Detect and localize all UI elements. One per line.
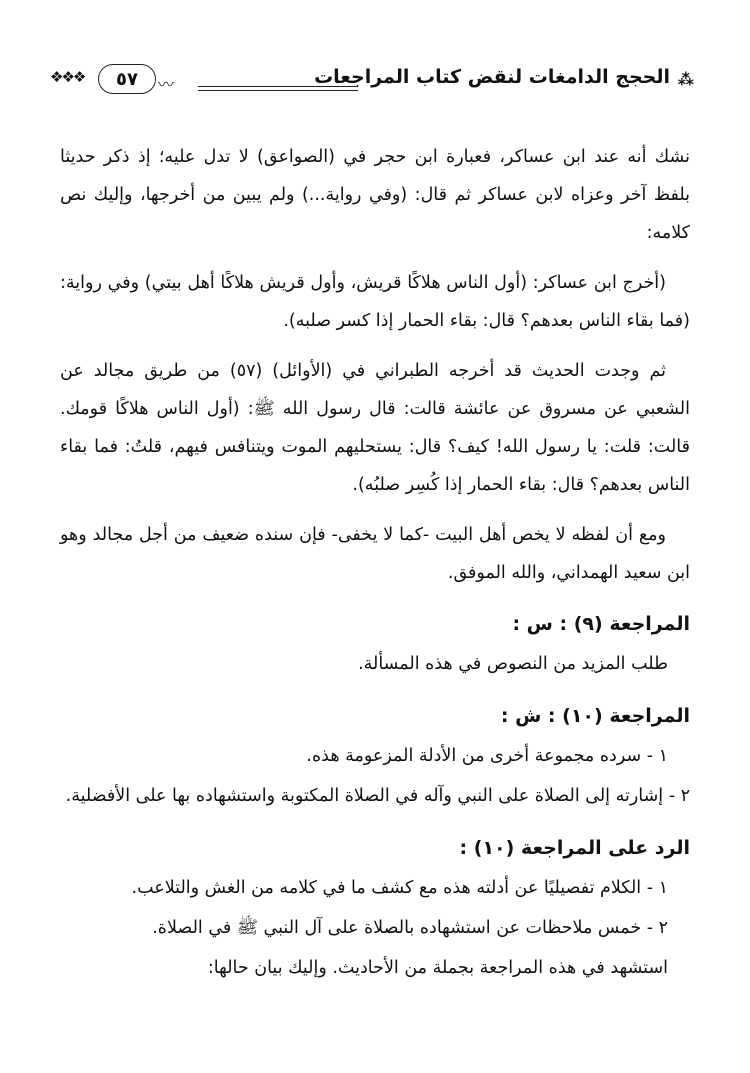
list-item: ١ - سرده مجموعة أخرى من الأدلة المزعومة هذه. <box>306 746 668 766</box>
ornament-right-icon: ⁂ <box>677 70 694 89</box>
list-item: طلب المزيد من النصوص في هذه المسألة. <box>358 654 668 674</box>
paragraph-1: نشك أنه عند ابن عساكر، فعبارة ابن حجر في (الصواعق) لا تدل عليه؛ إذ ذكر حديثا بلفظ آخر وعزاه لابن عساكر ثم قال: (وفي رواية...) ولم يبين من أخرجها، وإليك نص كلامه: <box>60 147 690 243</box>
paragraph-2: (أخرج ابن عساكر: (أول الناس هلاكًا قريش، وأول قريش هلاكًا أهل بيتي) وفي رواية: (فما بقاء الناس بعدهم؟ قال: بقاء الحمار إذا كسر صلبه). <box>60 273 690 331</box>
page-number-badge <box>98 64 156 94</box>
list-item: ٢ - إشارته إلى الصلاة على النبي وآله في الصلاة المكتوبة واستشهاده بها على الأفضلية. <box>65 786 690 806</box>
list-item: ٢ - خمس ملاحظات عن استشهاده بالصلاة على آل النبي ﷺ في الصلاة. <box>152 918 668 938</box>
page-number: ٥٧ <box>116 68 138 90</box>
paragraph-3: ثم وجدت الحديث قد أخرجه الطبراني في (الأوائل) (٥٧) من طريق مجالد عن الشعبي عن مسروق عن عائشة قالت: قال رسول الله ﷺ: (أول الناس هلاكًا قومك. قالت: قلت: يا رسول الله! كيف؟ قال: يستحليهم الموت ويتنافس فيهم، قلتُ: فما بقاء الناس بعدهم؟ قال: بقاء الحمار إذا كُسِر صلبُه). <box>60 361 690 495</box>
page-body <box>60 138 690 988</box>
page-header <box>48 60 694 100</box>
running-title: الحجج الدامغات لنقض كتاب المراجعات <box>314 66 670 88</box>
header-rule-thin <box>198 90 358 91</box>
paragraph-4: ومع أن لفظه لا يخص أهل البيت -كما لا يخفى- فإن سنده ضعيف من أجل مجالد وهو ابن سعيد الهمداني، والله الموفق. <box>60 525 690 583</box>
list-item: ١ - الكلام تفصيليًا عن أدلته هذه مع كشف ما في كلامه من الغش والتلاعب. <box>131 878 668 898</box>
swirl-ornament-icon: 〰 <box>158 75 175 94</box>
section-heading-reply-10: الرد على المراجعة (١٠) : <box>459 837 690 859</box>
header-rule <box>198 86 358 87</box>
closing-line: استشهد في هذه المراجعة بجملة من الأحاديث. وإليك بيان حالها: <box>207 958 668 978</box>
section-heading-10: المراجعة (١٠) : ش : <box>500 705 690 727</box>
ornament-left-icon: ❖❖❖ <box>50 68 85 86</box>
section-heading-9: المراجعة (٩) : س : <box>512 613 690 635</box>
